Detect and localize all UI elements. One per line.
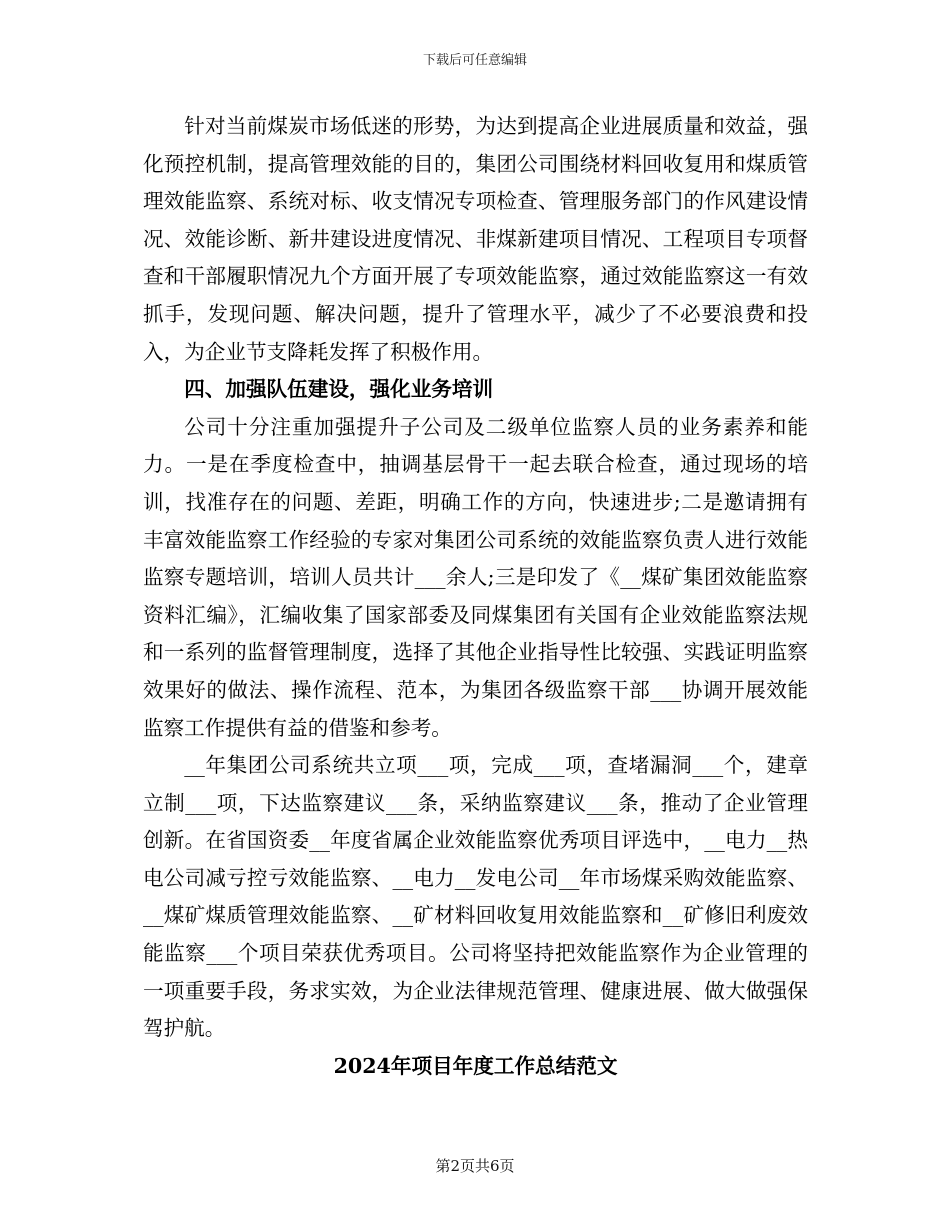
document-body [143,108,808,1085]
page-footer: 第2页共6页 [435,1157,515,1175]
paragraph-efficiency-supervision: 针对当前煤炭市场低迷的形势，为达到提高企业进展质量和效益，强化预控机制，提高管理效能的目的，集团公司围绕材料回收复用和煤质管理效能监察、系统对标、收支情况专项检查、管理服务部门的作风建设情况、效能诊断、新井建设进度情况、非煤新建项目情况、工程项目专项督查和干部履职情况九个方面开展了专项效能监察，通过效能监察这一有效抓手，发现问题、解决问题，提升了管理水平，减少了不必要浪费和投入，为企业节支降耗发挥了积极作用。 [143,114,808,364]
paragraph-annual-results: __年集团公司系统共立项___项，完成___项，查堵漏洞___个，建章立制___项，下达监察建议___条，采纳监察建议___条，推动了企业管理创新。在省国资委__年度省属企业效能监察优秀项目评选中，__电力__热电公司减亏控亏效能监察、__电力__发电公司__年市场煤采购效能监察、__煤矿煤质管理效能监察、__矿材料回收复用效能监察和__矿修旧利废效能监察___个项目荣获优秀项目。公司将坚持把效能监察作为企业管理的一项重要手段，务求实效，为企业法律规范管理、健康进展、做大做强保驾护航。 [143,753,808,1041]
paragraph-training: 公司十分注重加强提升子公司及二级单位监察人员的业务素养和能力。一是在季度检查中，抽调基层骨干一起去联合检查，通过现场的培训，找准存在的问题、差距，明确工作的方向，快速进步;二是邀请拥有丰富效能监察工作经验的专家对集团公司系统的效能监察负责人进行效能监察专题培训，培训人员共计___余人;三是印发了《__煤矿集团效能监察资料汇编》，汇编收集了国家部委及同煤集团有关国有企业效能监察法规和一系列的监督管理制度，选择了其他企业指导性比较强、实践证明监察效果好的做法、操作流程、范本，为集团各级监察干部___协调开展效能监察工作提供有益的借鉴和参考。 [143,414,808,740]
page-header: 下载后可任意编辑 [422,53,527,68]
document-title: 2024年项目年度工作总结范文 [333,1053,618,1078]
section-heading-team-building: 四、加强队伍建设，强化业务培训 [184,377,494,402]
